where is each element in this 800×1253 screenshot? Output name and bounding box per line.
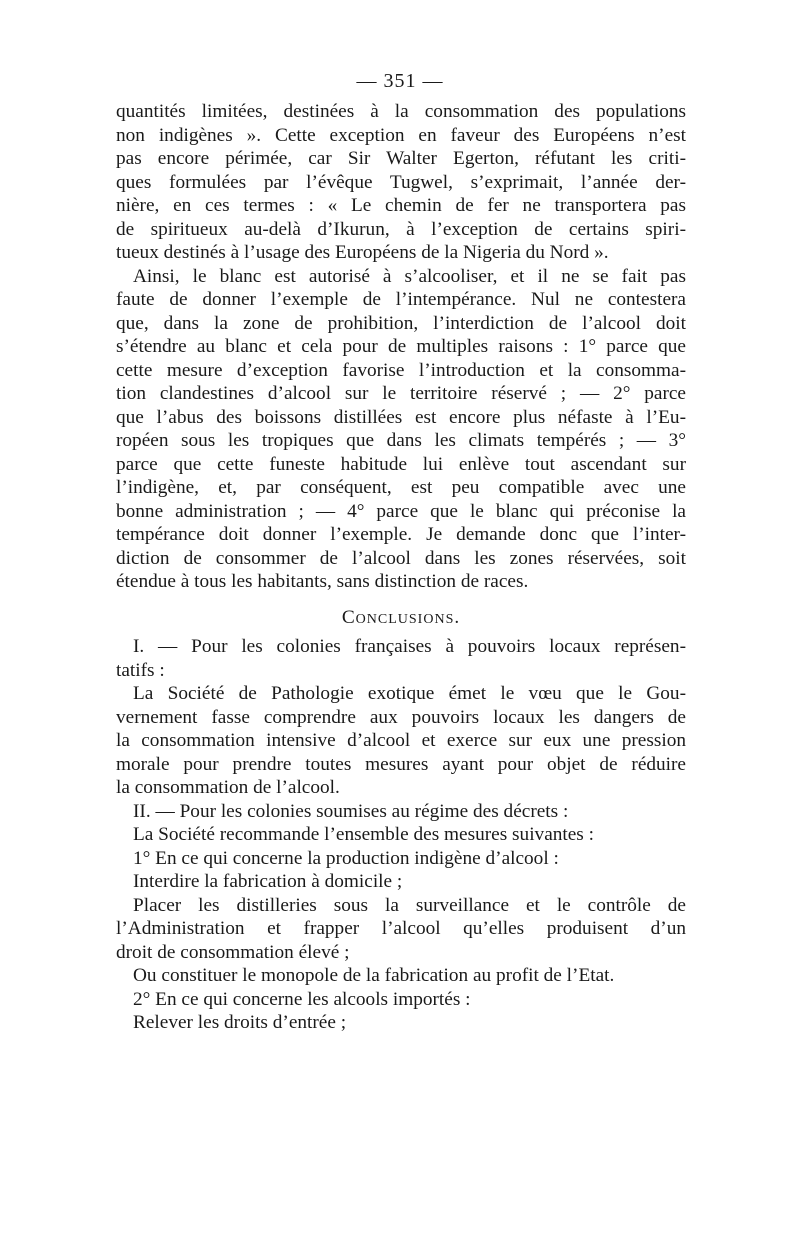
text-line: Placer les distilleries sous la surveillance et le contrôle de: [133, 894, 686, 916]
text-line: Ainsi, le blanc est autorisé à s’alcooliser, et il ne se fait pas: [133, 265, 686, 287]
text-line: II. — Pour les colonies soumises au régime des décrets :: [133, 800, 569, 822]
text-line: tatifs :: [116, 659, 165, 681]
text-line: Relever les droits d’entrée ;: [133, 1012, 347, 1033]
body-text: [116, 100, 686, 1035]
text-line: tueux destinés à l’usage des Européens de la Nigeria du Nord ».: [116, 242, 609, 263]
text-line: tempérance doit donner l’exemple. Je demande donc que l’inter-: [116, 524, 686, 545]
text-line: cette mesure d’exception favorise l’introduction et la consomma-: [116, 359, 686, 381]
section-heading: Conclusions.: [341, 606, 461, 628]
text-line: nière, en ces termes : « Le chemin de fer ne transportera pas: [116, 195, 686, 216]
text-line: tion clandestines d’alcool sur le territoire réservé ; — 2° parce: [116, 383, 686, 404]
text-line: morale pour prendre toutes mesures ayant pour objet de réduire: [116, 753, 686, 775]
text-line: parce que cette funeste habitude lui enlève tout ascendant sur: [116, 453, 686, 475]
text-line: ropéen sous les tropiques que dans les climats tempérés ; — 3°: [116, 430, 686, 451]
text-line: pas encore périmée, car Sir Walter Egerton, réfutant les criti-: [116, 148, 686, 169]
text-line: s’étendre au blanc et cela pour de multiples raisons : 1° parce que: [116, 336, 686, 357]
text-line: droit de consommation élevé ;: [116, 941, 350, 963]
text-line: quantités limitées, destinées à la consommation des populations: [116, 101, 686, 122]
text-line: La Société recommande l’ensemble des mesures suivantes :: [133, 824, 594, 845]
paragraphs-after-heading: [116, 635, 686, 1035]
text-line: La Société de Pathologie exotique émet le vœu que le Gou-: [133, 683, 686, 704]
text-line: non indigènes ». Cette exception en faveur des Européens n’est: [116, 124, 686, 146]
text-line: Interdire la fabrication à domicile ;: [133, 871, 403, 892]
text-line: la consommation intensive d’alcool et exerce sur eux une pression: [116, 730, 686, 751]
text-line: 1° En ce qui concerne la production indigène d’alcool :: [133, 847, 559, 869]
text-line: ques formulées par l’évêque Tugwel, s’exprimait, l’année der-: [116, 171, 686, 193]
text-line: faute de donner l’exemple de l’intempérance. Nul ne contestera: [116, 289, 686, 310]
text-line: l’Administration et frapper l’alcool qu’elles produisent d’un: [116, 918, 686, 939]
text-line: bonne administration ; — 4° parce que le blanc qui préconise la: [116, 500, 686, 522]
page-number: — 351 —: [356, 70, 444, 92]
paragraphs-before-heading: [116, 100, 686, 594]
text-line: que, dans la zone de prohibition, l’interdiction de l’alcool doit: [116, 312, 686, 334]
text-line: la consommation de l’alcool.: [116, 777, 340, 798]
text-line: vernement fasse comprendre aux pouvoirs locaux les dangers de: [116, 706, 686, 728]
text-line: étendue à tous les habitants, sans distinction de races.: [116, 571, 529, 592]
text-line: I. — Pour les colonies françaises à pouvoirs locaux représen-: [133, 636, 686, 657]
text-line: de spiritueux au-delà d’Ikurun, à l’exception de certains spiri-: [116, 218, 686, 240]
text-line: l’indigène, et, par conséquent, est peu compatible avec une: [116, 477, 686, 498]
text-line: diction de consommer de l’alcool dans les zones réservées, soit: [116, 547, 686, 569]
text-line: Ou constituer le monopole de la fabrication au profit de l’Etat.: [133, 965, 615, 986]
text-line: que l’abus des boissons distillées est encore plus néfaste à l’Eu-: [116, 406, 686, 428]
text-line: 2° En ce qui concerne les alcools importés :: [133, 988, 471, 1010]
